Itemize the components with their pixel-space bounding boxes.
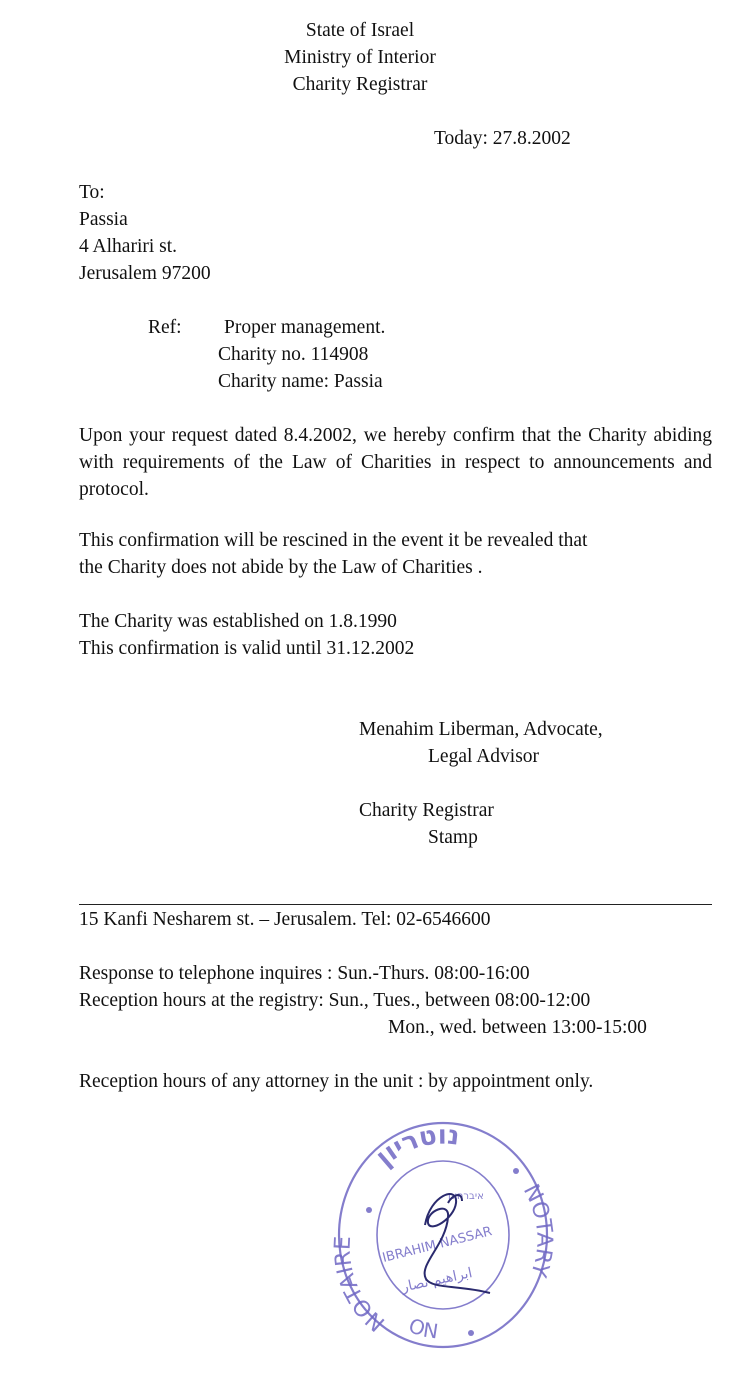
recipient-street: 4 Alhariri st.	[79, 236, 178, 257]
footer-phone-hours: Response to telephone inquires : Sun.-Thurs. 08:00-16:00	[79, 963, 530, 984]
notary-stamp	[330, 1115, 556, 1355]
body-paragraph-rescind-line2: the Charity does not abide by the Law of Charities .	[79, 557, 483, 578]
signatory-name: Menahim Liberman, Advocate,	[359, 719, 603, 740]
ref-charity-name: Charity name: Passia	[218, 371, 383, 392]
stamp-bottom-text: ON	[405, 1313, 440, 1344]
stamp-inner-name: IBRAHIM NASSAR	[380, 1224, 494, 1266]
ref-label: Ref:	[148, 317, 182, 338]
body-paragraph-confirmation: Upon your request dated 8.4.2002, we hereby confirm that the Charity abiding with requirements of the Law of Charities in respect to announcements and protocol.	[79, 425, 712, 500]
signatory-title: Legal Advisor	[428, 746, 540, 767]
stamp-hebrew-top: נוטריון	[369, 1120, 462, 1173]
ref-subject: Proper management.	[224, 317, 386, 338]
header-state: State of Israel	[305, 20, 415, 41]
stamp-label: Stamp	[428, 827, 478, 848]
footer-attorney-hours: Reception hours of any attorney in the unit : by appointment only.	[79, 1071, 594, 1092]
recipient-city: Jerusalem 97200	[79, 263, 211, 284]
established-date: The Charity was established on 1.8.1990	[79, 611, 397, 632]
footer-address: 15 Kanfi Nesharem st. – Jerusalem. Tel: 02-6546600	[79, 909, 491, 930]
header-ministry: Ministry of Interior	[284, 47, 436, 68]
recipient-to-label: To:	[79, 182, 105, 203]
footer-reception-hours-continued: Mon., wed. between 13:00-15:00	[388, 1017, 647, 1038]
footer-divider	[79, 904, 712, 905]
body-paragraph-rescind-line1: This confirmation will be rescined in the event it be revealed that	[79, 530, 588, 551]
header-registrar: Charity Registrar	[292, 74, 428, 95]
footer-reception-hours: Reception hours at the registry: Sun., Tues., between 08:00-12:00	[79, 990, 591, 1011]
stamp-notary-right: NOTARY	[517, 1180, 556, 1280]
letter-date: Today: 27.8.2002	[434, 128, 571, 149]
stamp-inner-hebrew: איברהים	[448, 1191, 484, 1202]
recipient-name: Passia	[79, 209, 128, 230]
stamp-notaire-left: NOTAIRE	[330, 1235, 391, 1336]
registrar-label: Charity Registrar	[359, 800, 494, 821]
valid-until: This confirmation is valid until 31.12.2002	[79, 638, 415, 659]
ref-charity-number: Charity no. 114908	[218, 344, 369, 365]
stamp-inner-arabic: ابراهيم نصار	[400, 1265, 474, 1296]
